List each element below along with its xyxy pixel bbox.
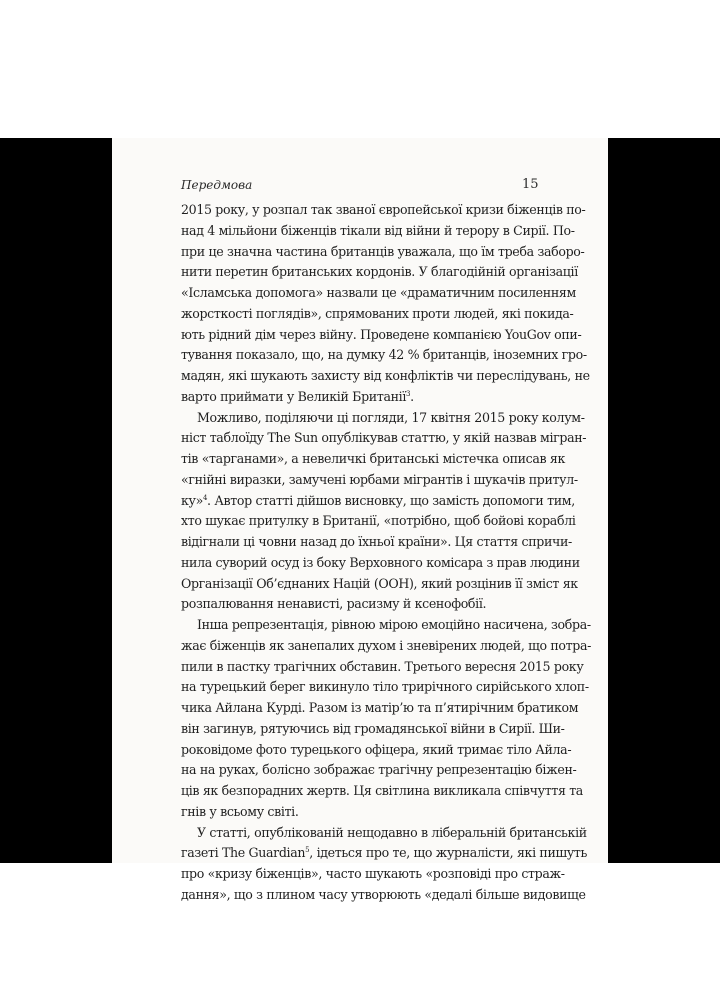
text-line: гнів у всьому світі. [181, 803, 299, 819]
paragraph-1 [181, 200, 590, 408]
text-line: на турецький берег викинуло тіло трирічного сирійського хлоп- [181, 679, 589, 695]
text-line: хто шукає притулку в Британії, «потрібно, щоб бойові кораблі [181, 513, 576, 529]
text-line: тів «тарганами», а невеличкі британські містечка описав як [181, 451, 566, 466]
text-line: він загинув, рятуючись від громадянської війни в Сирії. Ши- [181, 720, 565, 736]
text-line: «Ісламська допомога» назвали це «драматичним посиленням [181, 285, 576, 300]
left-black-margin [0, 138, 112, 863]
text-line: «гнійні виразки, замучені юрбами мігрантів і шукачів притул- [181, 471, 578, 487]
footnote-ref-5: 5 [305, 846, 310, 855]
page-number: 15 [522, 177, 539, 192]
text-line: тування показало, що, на думку 42 % британців, іноземних гро- [181, 347, 587, 363]
text-fragment: . Автор статті дійшов висновку, що замість допомоги тим, [207, 492, 575, 508]
text-line: відігнали ці човни назад до їхньої країни». Ця стаття спричи- [181, 534, 572, 549]
text-line: Організації Об’єднаних Націй (ООН), який розцінив її зміст як [181, 575, 578, 591]
footnote-ref-4: 4 [202, 493, 208, 502]
text-line: жорсткості поглядів», спрямованих проти людей, які покида- [181, 305, 574, 321]
text-line: нила суворий осуд із боку Верховного комісара з прав людини [181, 554, 580, 570]
text-line: роковідоме фото турецького офіцера, який тримає тіло Айла- [181, 741, 572, 757]
text-line: на на руках, болісно зображає трагічну репрезентацію біжен- [181, 762, 577, 778]
text-line: про «кризу біженців», часто шукають «розповіді про страж- [181, 866, 565, 881]
text-line: У статті, опублікованій нещодавно в ліберальній британській [197, 824, 587, 840]
text-line: над 4 мільйони біженців тікали від війни й терору в Сирії. По- [181, 222, 575, 238]
text-fragment: ку» [181, 492, 203, 508]
paragraph-4 [181, 823, 588, 906]
text-line: Інша репрезентація, рівною мірою емоційно насичена, зобра- [197, 617, 591, 632]
body-text [181, 200, 592, 906]
book-page [112, 138, 608, 902]
text-line [181, 843, 588, 864]
paragraph-2 [181, 408, 587, 616]
text-fragment: , ідеться про те, що журналісти, які пишуть [309, 845, 588, 861]
running-head: Передмова [181, 178, 253, 192]
text-line: розпалювання ненависті, расизму й ксенофобії. [181, 596, 487, 612]
text-line: 2015 року, у розпал так званої європейської кризи біженців по- [181, 202, 586, 217]
text-line: нити перетин британських кордонів. У благодійній організації [181, 264, 578, 280]
text-line: чика Айлана Курді. Разом із матір’ю та п’ятирічним братиком [181, 700, 579, 715]
text-line [181, 491, 575, 512]
right-black-margin [608, 138, 720, 863]
text-line: ніст таблоїду The Sun опублікував статтю, у якій назвав мігран- [181, 430, 587, 446]
paragraph-3 [181, 615, 592, 823]
text-line: мадян, які шукають захисту від конфліктів чи переслідувань, не [181, 368, 590, 383]
text-fragment: . [410, 388, 414, 404]
text-line: Можливо, поділяючи ці погляди, 17 квітня 2015 року колум- [197, 409, 585, 425]
text-line: дання», що з плином часу утворюють «дедалі більше видовище [181, 886, 586, 902]
text-line: жає біженців як занепалих духом і зневірених людей, що потра- [181, 637, 592, 653]
text-line: ють рідний дім через війну. Проведене компанією YouGov опи- [181, 326, 582, 342]
text-fragment: варто приймати у Великій Британії [181, 388, 407, 404]
text-line: пили в пастку трагічних обставин. Третього вересня 2015 року [181, 658, 584, 674]
text-fragment: газеті The Guardian [181, 845, 306, 861]
footnote-ref-3: 3 [406, 389, 411, 398]
text-line: при це значна частина британців уважала, що їм треба заборо- [181, 243, 585, 259]
text-line: ців як безпорадних жертв. Ця світлина викликала співчуття та [181, 783, 583, 798]
text-line [181, 387, 543, 408]
